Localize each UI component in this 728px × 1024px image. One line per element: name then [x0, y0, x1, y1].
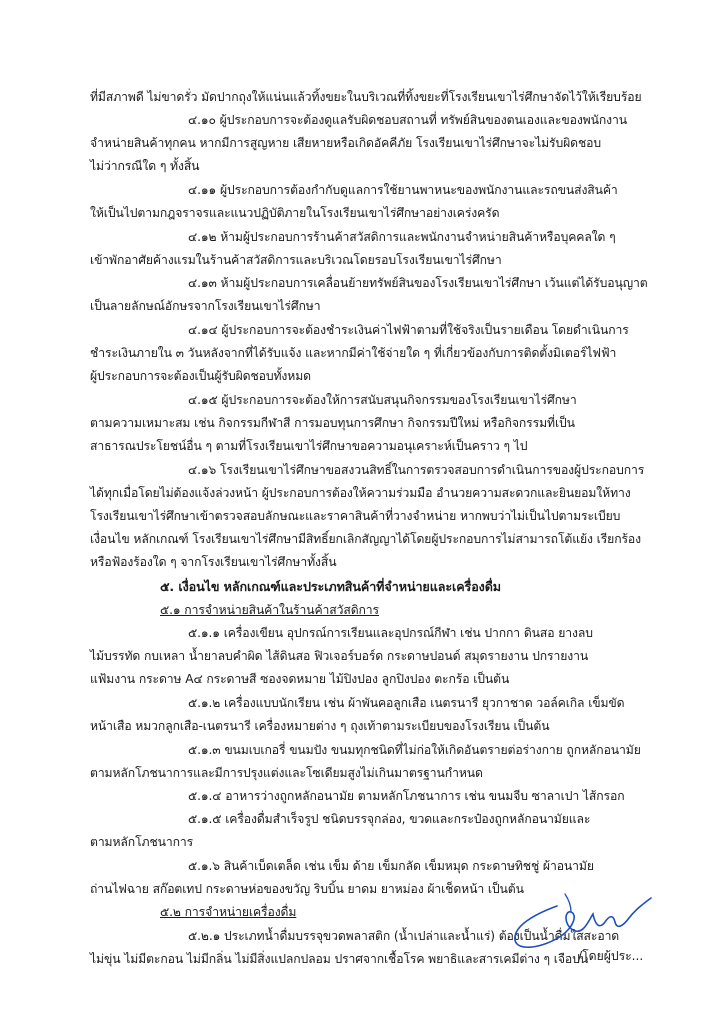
text-line: ถ่านไฟฉาย สก๊อตเทป กระดาษห่อของขวัญ ริบบิ้น ยาดม ยาหม่อง ผ้าเช็ดหน้า เป็นต้น — [90, 882, 524, 896]
text-line: ตามความเหมาะสม เช่น กิจกรรมกีฬาสี การมอบทุนการศึกษา กิจกรรมปีใหม่ หรือกิจกรรมที่เป็น — [90, 416, 575, 430]
clause-4-10-line: ๔.๑๐ ผู้ประกอบการจะต้องดูแลรับผิดชอบสถานที่ ทรัพย์สินของตนเองและของพนักงาน — [188, 113, 627, 127]
text-line: ให้เป็นไปตามกฎจราจรและแนวปฏิบัติภายในโรงเรียนเขาไร่ศึกษาอย่างเคร่งครัด — [90, 206, 500, 220]
text-line: ไม่ขุ่น ไม่มีตะกอน ไม่มีกลิ่น ไม่มีสิ่งแปลกปลอม ปราศจากเชื้อโรค พยาธิและสารเคมีต่าง ๆ เจือปน — [90, 952, 588, 966]
item-5-1-3-line: ๕.๑.๓ ขนมเบเกอรี่ ขนมปัง ขนมทุกชนิดที่ไม่ก่อให้เกิดอันตรายต่อร่างกาย ถูกหลักอนามัย — [188, 743, 641, 757]
item-5-1-1-line: ๕.๑.๑ เครื่องเขียน อุปกรณ์การเรียนและอุปกรณ์กีฬา เช่น ปากกา ดินสอ ยางลบ — [188, 626, 593, 640]
text-line: หรือฟ้องร้องใด ๆ จากโรงเรียนเขาไร่ศึกษาทั้งสิ้น — [90, 555, 337, 569]
text-line: จำหน่ายสินค้าทุกคน หากมีการสูญหาย เสียหายหรือเกิดอัคคีภัย โรงเรียนเขาไร่ศึกษาจะไม่รับผิดชอบ — [90, 136, 601, 150]
text-line: หน้าเสือ หมวกลูกเสือ-เนตรนารี เครื่องหมายต่าง ๆ ถุงเท้าตามระเบียบของโรงเรียน เป็นต้น — [90, 719, 550, 733]
text-line: เป็นลายลักษณ์อักษรจากโรงเรียนเขาไร่ศึกษา — [90, 299, 321, 313]
section-5-2-heading: ๕.๒ การจำหน่ายเครื่องดื่ม — [160, 905, 297, 919]
text-line: ตามหลักโภชนาการและมีการปรุงแต่งและโซเดียมสูงไม่เกินมาตรฐานกำหนด — [90, 766, 483, 780]
continuation-marker: /โดยผู้ประ... — [578, 949, 644, 963]
text-line: ได้ทุกเมื่อโดยไม่ต้องแจ้งล่วงหน้า ผู้ประกอบการต้องให้ความร่วมมือ อำนวยความสะดวกและยินยอมให้ทาง — [90, 486, 631, 500]
clause-4-14-line: ๔.๑๔ ผู้ประกอบการจะต้องชำระเงินค่าไฟฟ้าตามที่ใช้จริงเป็นรายเดือน โดยดำเนินการ — [188, 323, 629, 337]
text-line: ที่มีสภาพดี ไม่ขาดรั่ว มัดปากถุงให้แน่นแล้วทิ้งขยะในบริเวณที่ทิ้งขยะที่โรงเรียนเขาไร่ศึกษาจัดไว้ให้เรียบร้อย — [90, 90, 642, 104]
text-line: ไม่ว่ากรณีใด ๆ ทั้งสิ้น — [90, 159, 200, 173]
section-5-1-heading: ๕.๑ การจำหน่ายสินค้าในร้านค้าสวัสดิการ — [160, 603, 379, 617]
item-5-1-5-line: ๕.๑.๕ เครื่องดื่มสำเร็จรูป ชนิดบรรจุกล่อง, ขวดและกระป๋องถูกหลักอนามัยและ — [188, 812, 591, 826]
text-line: เข้าพักอาศัยค้างแรมในร้านค้าสวัสดิการและบริเวณโดยรอบโรงเรียนเขาไร่ศึกษา — [90, 253, 502, 267]
text-line: โรงเรียนเขาไร่ศึกษาเข้าตรวจสอบลักษณะและราคาสินค้าที่วางจำหน่าย หากพบว่าไม่เป็นไปตามระเบียบ — [90, 509, 621, 523]
text-line: ตามหลักโภชนาการ — [90, 835, 194, 849]
text-line: ชำระเงินภายใน ๓ วันหลังจากที่ได้รับแจ้ง และหากมีค่าใช้จ่ายใด ๆ ที่เกี่ยวข้องกับการติดตั้งมิเตอร์ไฟฟ้า — [90, 346, 617, 360]
clause-4-11-line: ๔.๑๑ ผู้ประกอบการต้องกำกับดูแลการใช้ยานพาหนะของพนักงานและรถขนส่งสินค้า — [188, 183, 618, 197]
item-5-2-1-line: ๕.๒.๑ ประเภทน้ำดื่มบรรจุขวดพลาสติก (น้ำเปล่าและน้ำแร่) ต้องเป็นน้ำดื่มใสสะอาด — [188, 929, 620, 943]
text-line: ผู้ประกอบการจะต้องเป็นผู้รับผิดชอบทั้งหมด — [90, 369, 311, 383]
text-line: สาธารณประโยชน์อื่น ๆ ตามที่โรงเรียนเขาไร่ศึกษาขอความอนุเคราะห์เป็นคราว ๆ ไป — [90, 439, 528, 453]
text-line: แฟ้มงาน กระดาษ A๔ กระดาษสี ซองจดหมาย ไม้ปิงปอง ลูกปิงปอง ตะกร้อ เป็นต้น — [90, 672, 510, 686]
clause-4-12-line: ๔.๑๒ ห้ามผู้ประกอบการร้านค้าสวัสดิการและพนักงานจำหน่ายสินค้าหรือบุคคลใด ๆ — [188, 230, 616, 244]
item-5-1-6-line: ๕.๑.๖ สินค้าเบ็ดเตล็ด เช่น เข็ม ด้าย เข็มกลัด เข็มหมุด กระดาษทิชชู่ ผ้าอนามัย — [188, 859, 594, 873]
text-line: เงื่อนไข หลักเกณฑ์ โรงเรียนเขาไร่ศึกษามีสิทธิ์ยกเลิกสัญญาได้โดยผู้ประกอบการไม่สามารถโต้แย้ง เรียกร้อง — [90, 532, 641, 546]
clause-4-13-line: ๔.๑๓ ห้ามผู้ประกอบการเคลื่อนย้ายทรัพย์สินของโรงเรียนเขาไร่ศึกษา เว้นแต่ได้รับอนุญาต — [188, 276, 648, 290]
item-5-1-4-line: ๕.๑.๔ อาหารว่างถูกหลักอนามัย ตามหลักโภชนาการ เช่น ขนมจีบ ซาลาเปา ไส้กรอก — [188, 789, 625, 803]
text-line: ไม้บรรทัด กบเหลา น้ำยาลบคำผิด ไส้ดินสอ ฟิวเจอร์บอร์ด กระดาษปอนด์ สมุดรายงาน ปกรายงาน — [90, 649, 589, 663]
section-5-heading: ๕. เงื่อนไข หลักเกณฑ์และประเภทสินค้าที่จำหน่ายและเครื่องดื่ม — [160, 579, 501, 594]
clause-4-16-line: ๔.๑๖ โรงเรียนเขาไร่ศึกษาขอสงวนสิทธิ์ในการตรวจสอบการดำเนินการของผู้ประกอบการ — [188, 463, 645, 477]
clause-4-15-line: ๔.๑๕ ผู้ประกอบการจะต้องให้การสนับสนุนกิจกรรมของโรงเรียนเขาไร่ศึกษา — [188, 393, 577, 407]
item-5-1-2-line: ๕.๑.๒ เครื่องแบบนักเรียน เช่น ผ้าพันคอลูกเสือ เนตรนารี ยุวกาชาด วอล์คเกิล เข็มขัด — [188, 696, 625, 710]
